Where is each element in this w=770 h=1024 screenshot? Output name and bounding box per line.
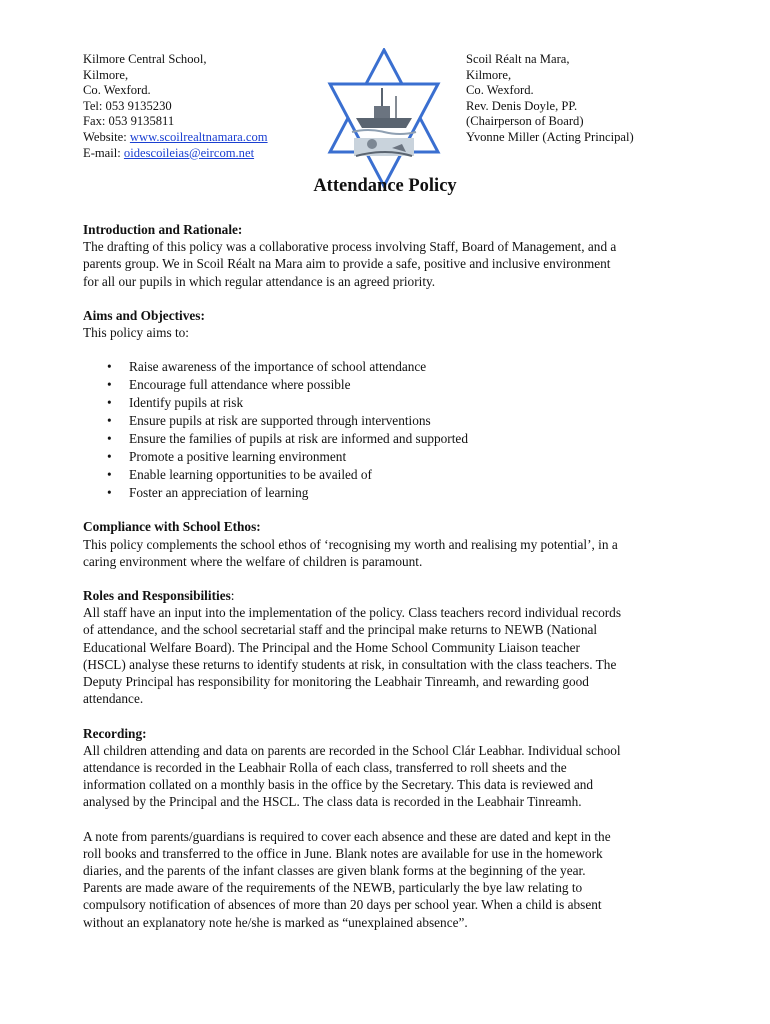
- list-item: • Identify pupils at risk: [107, 395, 244, 411]
- bullet-icon: •: [107, 359, 112, 375]
- bullet-icon: •: [107, 412, 112, 428]
- list-item: • Foster an appreciation of learning: [107, 484, 309, 500]
- address-line: Kilmore Central School,: [83, 52, 207, 66]
- address-line: Co. Wexford.: [466, 83, 534, 98]
- paragraph-line: information collated on a monthly basis in the office by the Secretary. This data is reviewed and: [83, 777, 594, 793]
- section-heading-intro: Introduction and Rationale:: [83, 222, 243, 237]
- phone-line: Tel: 053 9135230: [83, 98, 172, 113]
- paragraph-line: attendance is recorded in the Leabhair Rolla of each class, transferred to roll sheets and the: [83, 759, 567, 775]
- paragraph-line: compulsory notification of absences of more than 20 days per school year. When a child is absent: [83, 897, 602, 913]
- list-item: • Ensure pupils at risk are supported through interventions: [107, 412, 431, 428]
- paragraph-line: This policy complements the school ethos of ‘recognising my worth and realising my potential’, in a: [83, 536, 618, 552]
- paragraph-line: All children attending and data on parents are recorded in the School Clár Leabhar. Individual school: [83, 742, 621, 758]
- list-item: • Raise awareness of the importance of school attendance: [107, 359, 427, 375]
- section-heading-roles: Roles and Responsibilities:: [83, 588, 235, 604]
- paragraph-line: Educational Welfare Board). The Principal and the Home School Community Liaison teacher: [83, 639, 580, 655]
- bullet-icon: •: [107, 377, 112, 393]
- paragraph-line: A note from parents/guardians is required to cover each absence and these are dated and kept in the: [83, 828, 611, 844]
- email-line: [83, 146, 268, 162]
- website-label: Website:: [83, 129, 130, 144]
- list-item: • Promote a positive learning environment: [107, 448, 347, 464]
- list-item: • Enable learning opportunities to be availed of: [107, 466, 372, 482]
- website-line: [83, 130, 268, 146]
- paragraph-line: (HSCL) analyse these returns to identify students at risk, in consultation with the class teachers. The: [83, 656, 617, 672]
- chairperson-name: Rev. Denis Doyle, PP.: [466, 98, 578, 113]
- school-address-left: [83, 52, 268, 161]
- page-title: Attendance Policy: [313, 176, 457, 196]
- bullet-icon: •: [107, 395, 112, 411]
- chairperson-role: (Chairperson of Board): [466, 114, 584, 129]
- email-label: E-mail:: [83, 145, 124, 160]
- aims-list: [83, 358, 723, 501]
- paragraph-line: attendance.: [83, 691, 144, 707]
- list-item: • Encourage full attendance where possible: [107, 377, 351, 393]
- paragraph-line: roll books and transferred to the office in June. Blank notes are available for use in the homework: [83, 845, 603, 861]
- paragraph-line: analysed by the Principal and the HSCL. The class data is recorded in the Leabhair Tinreamh.: [83, 794, 582, 810]
- principal-line: Yvonne Miller (Acting Principal): [466, 129, 634, 144]
- bullet-icon: •: [107, 448, 112, 464]
- bullet-icon: •: [107, 484, 112, 500]
- section-heading-aims: Aims and Objectives:: [83, 307, 205, 323]
- school-address-right: [466, 52, 634, 146]
- email-link[interactable]: oidescoileias@eircom.net: [123, 145, 255, 160]
- fax-line: Fax: 053 9135811: [83, 114, 175, 129]
- paragraph-line: Deputy Principal has responsibility for monitoring the Leabhair Tinreamh, and rewarding good: [83, 674, 589, 690]
- website-link[interactable]: www.scoilrealtnamara.com: [129, 129, 268, 144]
- section-heading-recording: Recording:: [83, 725, 147, 741]
- paragraph-line: without an explanatory note he/she is marked as “unexplained absence”.: [83, 914, 468, 930]
- school-crest-icon: [316, 48, 452, 188]
- paragraph-line: parents group. We in Scoil Réalt na Mara aim to provide a safe, positive and inclusive environment: [83, 256, 611, 272]
- paragraph-line: of attendance, and the school secretarial staff and the principal make returns to NEWB (National: [83, 622, 598, 638]
- list-item: • Ensure the families of pupils at risk are informed and supported: [107, 430, 468, 446]
- bullet-icon: •: [107, 430, 112, 446]
- address-line: Co. Wexford.: [83, 83, 151, 98]
- bullet-icon: •: [107, 466, 112, 482]
- address-line: Kilmore,: [83, 67, 129, 82]
- paragraph-line: The drafting of this policy was a collaborative process involving Staff, Board of Management, and a: [83, 239, 617, 255]
- paragraph-line: for all our pupils in which regular attendance is an agreed priority.: [83, 273, 436, 289]
- address-line: Kilmore,: [466, 67, 512, 82]
- paragraph-line: caring environment where the welfare of children is paramount.: [83, 553, 423, 569]
- policy-body: [83, 221, 723, 931]
- section-heading-compliance: Compliance with School Ethos:: [83, 519, 261, 535]
- paragraph-line: All staff have an input into the implementation of the policy. Class teachers record individual records: [83, 605, 622, 621]
- aims-lead: This policy aims to:: [83, 325, 189, 341]
- address-line: Scoil Réalt na Mara,: [466, 52, 570, 66]
- paragraph-line: Parents are made aware of the requirements of the NEWB, particularly the bye law relating to: [83, 880, 583, 896]
- paragraph-line: diaries, and the parents of the infant classes are given blank forms at the beginning of the year.: [83, 862, 586, 878]
